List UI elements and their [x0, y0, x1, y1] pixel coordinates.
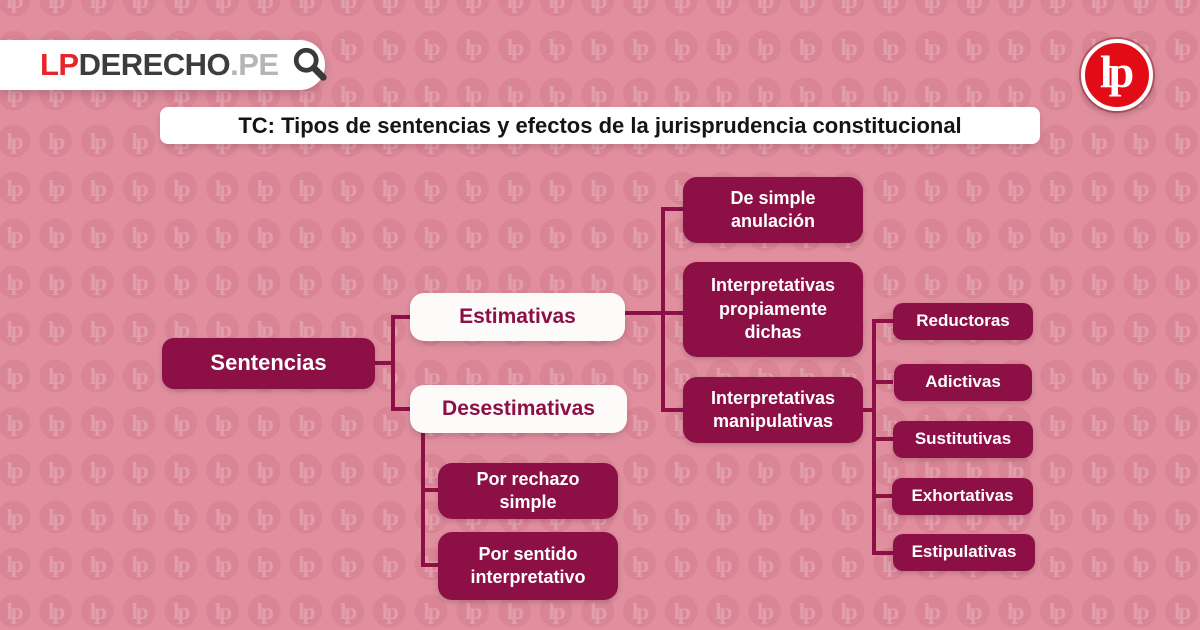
node-estimativas: Estimativas — [410, 293, 625, 341]
connector-estimativas-out — [625, 311, 683, 315]
connector-level1-vertical — [391, 315, 395, 411]
node-exhortativas: Exhortativas — [892, 478, 1033, 515]
node-por-rechazo-simple: Por rechazo simple — [438, 463, 618, 519]
site-header-bar — [0, 40, 325, 90]
brand-lp: LP — [40, 47, 79, 82]
connector-to-desestimativas — [391, 407, 410, 411]
brand-derecho: DERECHO — [78, 47, 231, 82]
node-sustitutivas: Sustitutivas — [893, 421, 1033, 458]
node-interpretativas-manipulativas: Interpretativas manipulativas — [683, 377, 863, 443]
connector-estimativas-vertical — [661, 207, 665, 412]
connector-to-estimativas — [391, 315, 410, 319]
connector-to-por-rechazo-simple — [421, 488, 438, 492]
node-reductoras: Reductoras — [893, 303, 1033, 340]
node-interpretativas-propiamente: Interpretativas propiamente dichas — [683, 262, 863, 357]
page-title: TC: Tipos de sentencias y efectos de la jurisprudencia constitucional — [160, 107, 1040, 144]
connector-to-sustitutivas — [872, 437, 893, 441]
node-de-simple-anulacion: De simple anulación — [683, 177, 863, 243]
node-desestimativas: Desestimativas — [410, 385, 627, 433]
connector-desestimativas-vertical — [421, 433, 425, 567]
lp-logo-letters: lp — [1099, 45, 1131, 97]
node-estipulativas: Estipulativas — [893, 534, 1035, 571]
node-por-sentido-interpretativo: Por sentido interpretativo — [438, 532, 618, 600]
node-adictivas: Adictivas — [894, 364, 1032, 401]
connector-to-manipulativas — [661, 408, 683, 412]
connector-to-reductoras — [872, 319, 893, 323]
lp-logo — [1081, 39, 1153, 111]
connector-to-adictivas — [872, 380, 893, 384]
connector-to-exhortativas — [872, 494, 893, 498]
node-sentencias: Sentencias — [162, 338, 375, 389]
connector-to-de-simple-anulacion — [661, 207, 683, 211]
connector-to-por-sentido — [421, 563, 438, 567]
connector-to-estipulativas — [872, 551, 893, 555]
brand-pe: .PE — [230, 47, 279, 82]
brand-wordmark — [40, 47, 279, 83]
search-icon — [291, 46, 329, 84]
